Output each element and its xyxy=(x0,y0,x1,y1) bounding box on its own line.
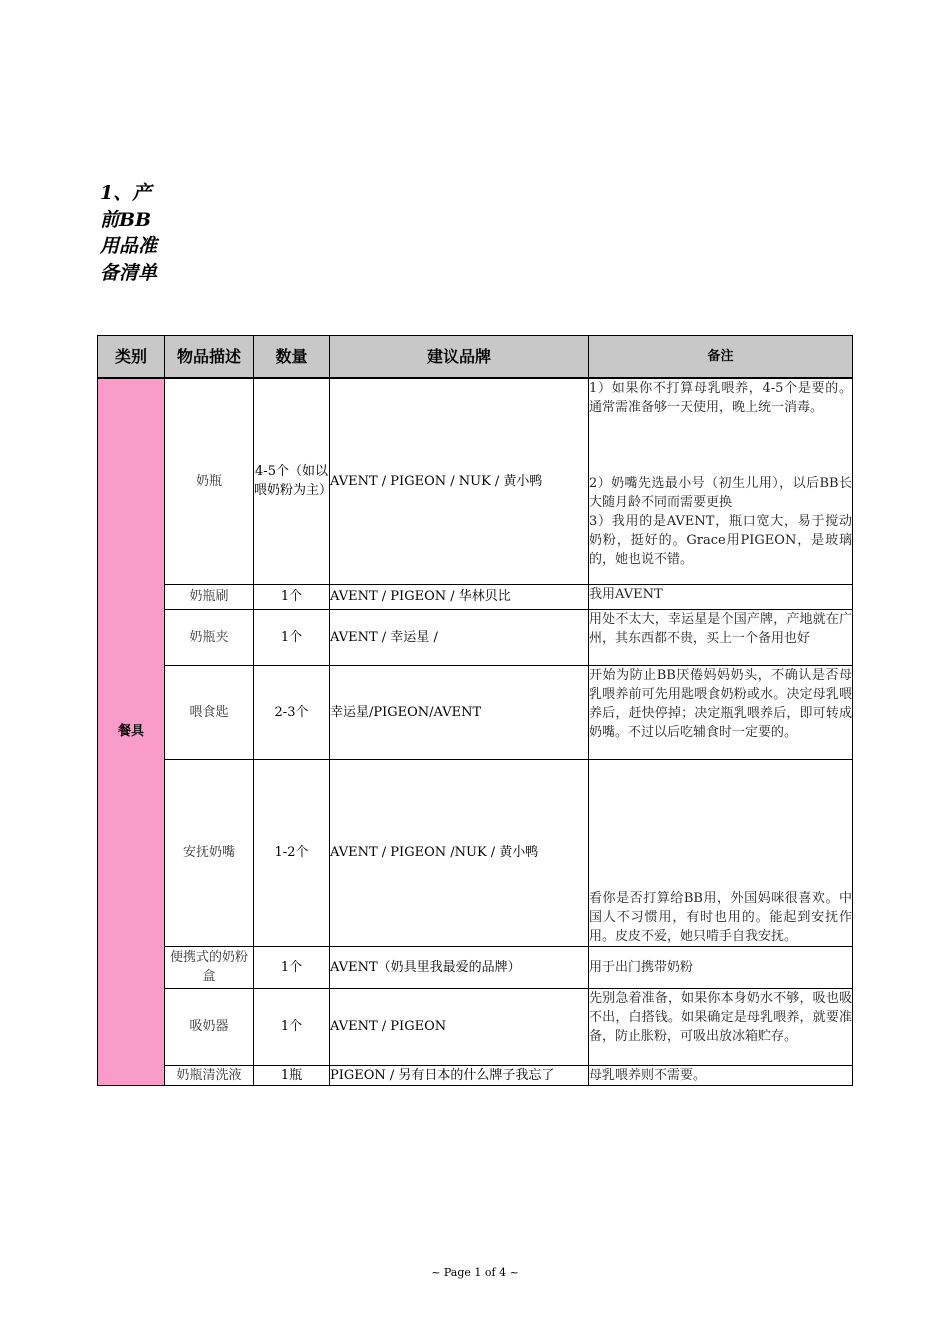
table-header-row xyxy=(98,336,853,379)
item-cell: 奶瓶清洗液 xyxy=(165,1065,254,1085)
note-part-1: 1）如果你不打算母乳喂养，4-5个是要的。通常需准备够一天使用，晚上统一消毒。 xyxy=(589,381,852,415)
baby-supplies-table xyxy=(97,335,853,1086)
category-cell: 餐具 xyxy=(98,378,165,1085)
brand-cell: AVENT（奶具里我最爱的品牌） xyxy=(330,946,589,988)
quantity-cell: 1-2个 xyxy=(254,759,330,946)
brand-cell: AVENT / PIGEON xyxy=(330,988,589,1065)
brand-cell: AVENT / PIGEON /NUK / 黄小鸭 xyxy=(330,759,589,946)
note-cell: 用于出门携带奶粉 xyxy=(589,946,853,988)
brand-cell: PIGEON / 另有日本的什么牌子我忘了 xyxy=(330,1065,589,1085)
item-cell: 安抚奶嘴 xyxy=(165,759,254,946)
note-cell: 母乳喂养则不需要。 xyxy=(589,1065,853,1085)
note-cell: 我用AVENT xyxy=(589,584,853,609)
quantity-cell: 1个 xyxy=(254,609,330,665)
note-cell: 用处不太大，幸运星是个国产牌，产地就在广州，其东西都不贵，买上一个备用也好 xyxy=(589,609,853,665)
list-title: 1、产前BB用品准备清单 xyxy=(100,182,158,284)
table-row xyxy=(98,665,853,759)
note-cell xyxy=(589,378,853,584)
header-category: 类别 xyxy=(98,336,165,379)
note-cell: 先别急着准备，如果你本身奶水不够，吸也吸不出，白搭钱。如果确定是母乳喂养，就要准备，防止胀粉，可吸出放冰箱贮存。 xyxy=(589,988,853,1065)
table-row xyxy=(98,759,853,946)
item-cell: 吸奶器 xyxy=(165,988,254,1065)
brand-cell: AVENT / PIGEON / NUK / 黄小鸭 xyxy=(330,378,589,584)
header-note: 备注 xyxy=(589,336,853,379)
table-row xyxy=(98,584,853,609)
quantity-cell: 1个 xyxy=(254,946,330,988)
header-quantity: 数量 xyxy=(254,336,330,379)
quantity-cell: 1个 xyxy=(254,584,330,609)
brand-cell: 幸运星/PIGEON/AVENT xyxy=(330,665,589,759)
brand-cell: AVENT / PIGEON / 华林贝比 xyxy=(330,584,589,609)
quantity-cell: 1瓶 xyxy=(254,1065,330,1085)
header-brand: 建议品牌 xyxy=(330,336,589,379)
page-footer: ~ Page 1 of 4 ~ xyxy=(431,1266,519,1279)
item-cell: 奶瓶 xyxy=(165,378,254,584)
quantity-cell: 4-5个（如以喂奶粉为主） xyxy=(254,378,330,584)
brand-cell: AVENT / 幸运星 / xyxy=(330,609,589,665)
table-row xyxy=(98,378,853,584)
note-spacer xyxy=(589,417,852,474)
note-cell: 开始为防止BB厌倦妈妈奶头，不确认是否母乳喂养前可先用匙喂食奶粉或水。决定母乳喂养后，赶快停掉；决定瓶乳喂养后，即可转成奶嘴。不过以后吃辅食时一定要的。 xyxy=(589,665,853,759)
quantity-cell: 2-3个 xyxy=(254,665,330,759)
item-cell: 奶瓶刷 xyxy=(165,584,254,609)
quantity-cell: 1个 xyxy=(254,988,330,1065)
note-part-3: 3）我用的是AVENT，瓶口宽大，易于搅动奶粉，挺好的。Grace用PIGEON，是玻璃的，她也说不错。 xyxy=(589,514,852,567)
item-cell: 奶瓶夹 xyxy=(165,609,254,665)
table-row xyxy=(98,988,853,1065)
note-part-2: 2）奶嘴先选最小号（初生儿用），以后BB长大随月龄不同而需要更换 xyxy=(589,476,852,510)
item-cell: 喂食匙 xyxy=(165,665,254,759)
item-cell: 便携式的奶粉盒 xyxy=(165,946,254,988)
table-row xyxy=(98,946,853,988)
table-row xyxy=(98,609,853,665)
header-item: 物品描述 xyxy=(165,336,254,379)
note-cell: 看你是否打算给BB用，外国妈咪很喜欢。中国人不习惯用，有时也用的。能起到安抚作用。皮皮不爱，她只啃手自我安抚。 xyxy=(589,759,853,946)
table-row xyxy=(98,1065,853,1085)
